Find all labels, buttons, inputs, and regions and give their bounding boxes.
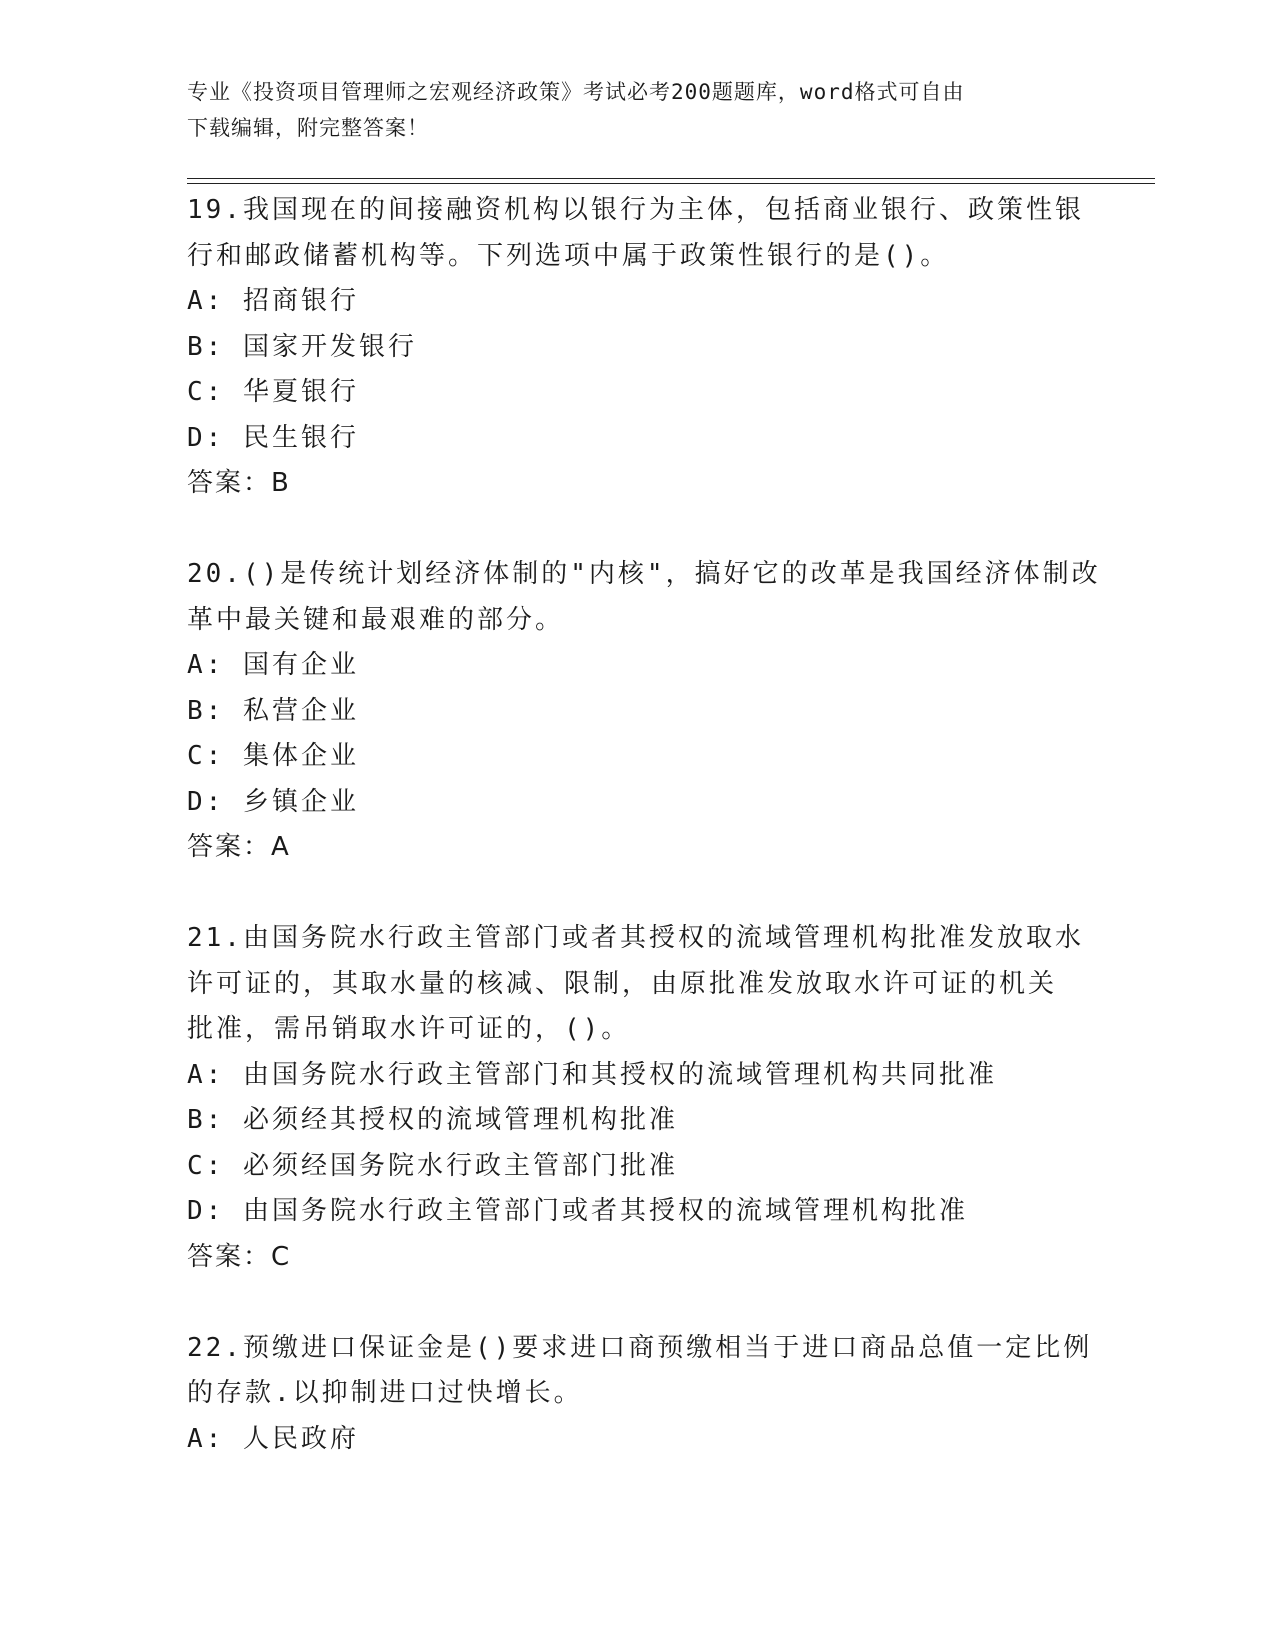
option-b: B: 私营企业 — [187, 695, 359, 726]
document-header — [187, 74, 1067, 146]
option-d: D: 乡镇企业 — [187, 786, 359, 817]
answer: 答案：C — [187, 1241, 292, 1272]
question-stem: 革中最关键和最艰难的部分。 — [187, 604, 565, 635]
option-a: A: 国有企业 — [187, 650, 359, 680]
option-a: A: 由国务院水行政主管部门和其授权的流域管理机构共同批准 — [187, 1059, 997, 1090]
question-22 — [187, 1326, 1093, 1463]
option-b: B: 必须经其授权的流域管理机构批准 — [187, 1105, 678, 1135]
option-d: D: 由国务院水行政主管部门或者其授权的流域管理机构批准 — [187, 1196, 968, 1226]
option-d: D: 民生银行 — [187, 422, 359, 453]
question-stem: 20.()是传统计划经济体制的"内核"，搞好它的改革是我国经济体制改 — [187, 559, 1101, 589]
header-line: 下载编辑，附完整答案！ — [187, 116, 429, 140]
question-stem: 22.预缴进口保证金是()要求进口商预缴相当于进口商品总值一定比例 — [187, 1332, 1093, 1363]
question-stem: 许可证的，其取水量的核减、限制，由原批准发放取水许可证的机关 — [187, 968, 1058, 999]
header-divider-top — [187, 178, 1155, 179]
question-stem: 批准，需吊销取水许可证的，()。 — [187, 1014, 631, 1044]
spacer — [187, 1280, 1087, 1326]
question-stem: 19.我国现在的间接融资机构以银行为主体，包括商业银行、政策性银 — [187, 195, 1084, 225]
question-21 — [187, 916, 1087, 1280]
option-a: A: 人民政府 — [187, 1423, 359, 1454]
spacer — [187, 507, 1087, 553]
question-19 — [187, 188, 1087, 507]
question-list — [187, 188, 1101, 1462]
option-c: C: 华夏银行 — [187, 377, 359, 407]
question-stem: 行和邮政储蓄机构等。下列选项中属于政策性银行的是()。 — [187, 240, 950, 271]
option-c: C: 集体企业 — [187, 741, 359, 771]
answer: 答案：A — [187, 832, 291, 862]
header-line: 专业《投资项目管理师之宏观经济政策》考试必考200题题库，word格式可自由 — [187, 80, 965, 104]
option-c: C: 必须经国务院水行政主管部门批准 — [187, 1150, 678, 1181]
spacer — [187, 871, 1087, 917]
question-20 — [187, 552, 1101, 871]
answer: 答案：B — [187, 468, 291, 498]
option-a: A: 招商银行 — [187, 286, 359, 316]
option-b: B: 国家开发银行 — [187, 331, 417, 362]
question-stem: 21.由国务院水行政主管部门或者其授权的流域管理机构批准发放取水 — [187, 923, 1084, 953]
header-divider-bottom — [187, 183, 1155, 184]
question-stem: 的存款.以抑制进口过快增长。 — [187, 1378, 583, 1408]
